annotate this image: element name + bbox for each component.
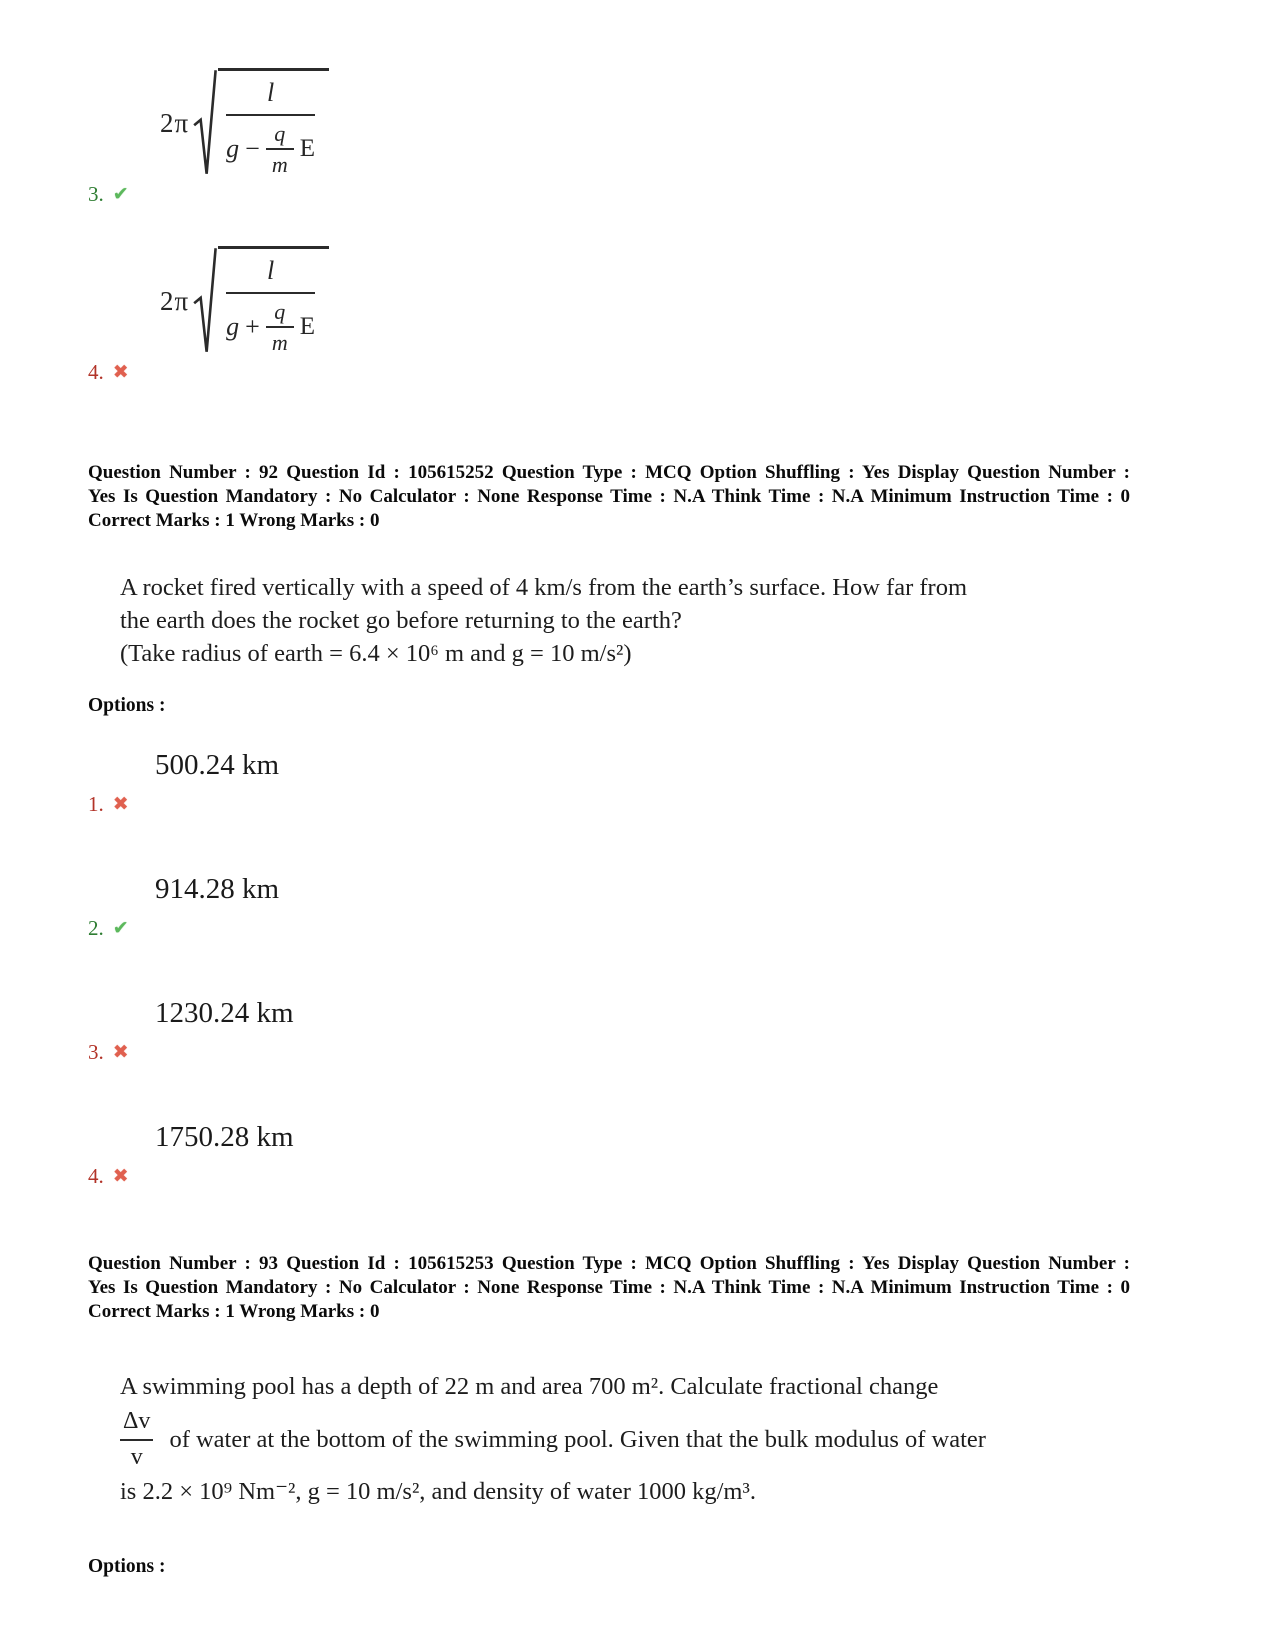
- question-line: A rocket fired vertically with a speed of 4 km/s from the earth’s surface. How far from: [120, 574, 967, 602]
- option-value: 500.24 km: [155, 749, 280, 782]
- inner-fraction: [266, 300, 294, 354]
- option-3-marker: [88, 180, 129, 208]
- delta-v-fraction: [120, 1408, 153, 1470]
- cross-icon: ✖: [112, 360, 129, 383]
- operator-sign: +: [245, 312, 260, 342]
- question-line: A swimming pool has a depth of 22 m and area 700 m². Calculate fractional change: [120, 1373, 939, 1401]
- question-line: (Take radius of earth = 6.4 × 10⁶ m and g = 10 m/s²): [120, 640, 632, 668]
- option-value: 1230.24 km: [155, 997, 294, 1030]
- radicand: [218, 246, 329, 356]
- answer-option-2: [88, 870, 1230, 942]
- denominator-variable: g: [226, 134, 240, 164]
- question-93-text: [120, 1370, 986, 1508]
- square-root: [192, 246, 329, 356]
- question-93-metadata: [88, 1252, 1130, 1324]
- fraction-numerator: l: [266, 78, 275, 107]
- meta-line: Correct Marks : 1 Wrong Marks : 0: [88, 1301, 380, 1323]
- operator-sign: −: [245, 134, 260, 164]
- formula-option-4: [88, 246, 1230, 386]
- option-4-marker: [88, 1162, 129, 1190]
- fraction-numerator: Δv: [123, 1408, 151, 1435]
- question-92: [88, 461, 1230, 1190]
- formula-coefficient: 2π: [160, 285, 190, 316]
- option-1-marker: [88, 790, 129, 818]
- answer-option-3: [88, 994, 1230, 1066]
- inner-numerator: q: [274, 299, 286, 325]
- field-symbol: E: [299, 135, 315, 163]
- inner-denominator: m: [266, 148, 294, 176]
- inner-numerator: q: [274, 121, 286, 146]
- pendulum-formula-plus: [160, 246, 329, 356]
- answer-option-4: [88, 1118, 1230, 1190]
- radical-sign-icon: [192, 246, 218, 356]
- options-label: Options :: [88, 1556, 166, 1578]
- inner-fraction: [266, 122, 294, 176]
- meta-line: Question Number : 92 Question Id : 105615252 Question Type : MCQ Option Shuffling : Yes Display Question Number :: [88, 462, 1130, 484]
- fraction-denominator: [226, 292, 315, 354]
- formula-option-3: [88, 68, 1230, 208]
- inner-denominator: m: [266, 326, 294, 354]
- question-line-text: of water at the bottom of the swimming pool. Given that the bulk modulus of water: [169, 1425, 986, 1453]
- cross-icon: ✖: [112, 1040, 129, 1063]
- question-92-metadata: [88, 461, 1130, 533]
- option-value: 914.28 km: [155, 873, 280, 906]
- main-fraction: [226, 78, 315, 176]
- fraction-denominator: [226, 114, 315, 176]
- square-root: [192, 68, 329, 178]
- meta-line: Correct Marks : 1 Wrong Marks : 0: [88, 510, 380, 532]
- option-number: 1.: [88, 792, 104, 817]
- radical-sign-icon: [192, 68, 218, 178]
- question-line: is 2.2 × 10⁹ Nm⁻², g = 10 m/s², and density of water 1000 kg/m³.: [120, 1478, 756, 1506]
- fraction-denominator: v: [120, 1439, 153, 1470]
- question-line: the earth does the rocket go before returning to the earth?: [120, 607, 682, 635]
- meta-line: Yes Is Question Mandatory : No Calculator : None Response Time : N.A Think Time : N.A Minimum Instruction Time : 0: [88, 486, 1130, 508]
- option-2-marker: [88, 914, 129, 942]
- option-3-marker: [88, 1038, 129, 1066]
- options-label: Options :: [88, 695, 166, 717]
- option-number: 2.: [88, 916, 104, 941]
- cross-icon: ✖: [112, 792, 129, 815]
- formula-coefficient: 2π: [160, 107, 190, 138]
- meta-line: Question Number : 93 Question Id : 105615253 Question Type : MCQ Option Shuffling : Yes Display Question Number :: [88, 1253, 1130, 1275]
- question-93: [88, 1252, 1230, 1579]
- option-number: 3.: [88, 1040, 104, 1065]
- field-symbol: E: [299, 313, 315, 341]
- question-line-with-fraction: [120, 1408, 986, 1470]
- pendulum-formula-minus: [160, 68, 329, 178]
- fraction-numerator: l: [266, 256, 275, 286]
- option-number: 4.: [88, 360, 104, 385]
- check-icon: ✔: [112, 182, 129, 205]
- option-4-marker: [88, 358, 129, 386]
- radicand: [218, 68, 329, 178]
- option-number: 4.: [88, 1164, 104, 1189]
- meta-line: Yes Is Question Mandatory : No Calculator : None Response Time : N.A Think Time : N.A Minimum Instruction Time : 0: [88, 1277, 1130, 1299]
- cross-icon: ✖: [112, 1164, 129, 1187]
- denominator-variable: g: [226, 312, 240, 342]
- option-value: 1750.28 km: [155, 1121, 294, 1154]
- option-number: 3.: [88, 182, 104, 207]
- answer-option-1: [88, 746, 1230, 818]
- question-92-text: [120, 571, 967, 670]
- check-icon: ✔: [112, 916, 129, 939]
- main-fraction: [226, 256, 315, 354]
